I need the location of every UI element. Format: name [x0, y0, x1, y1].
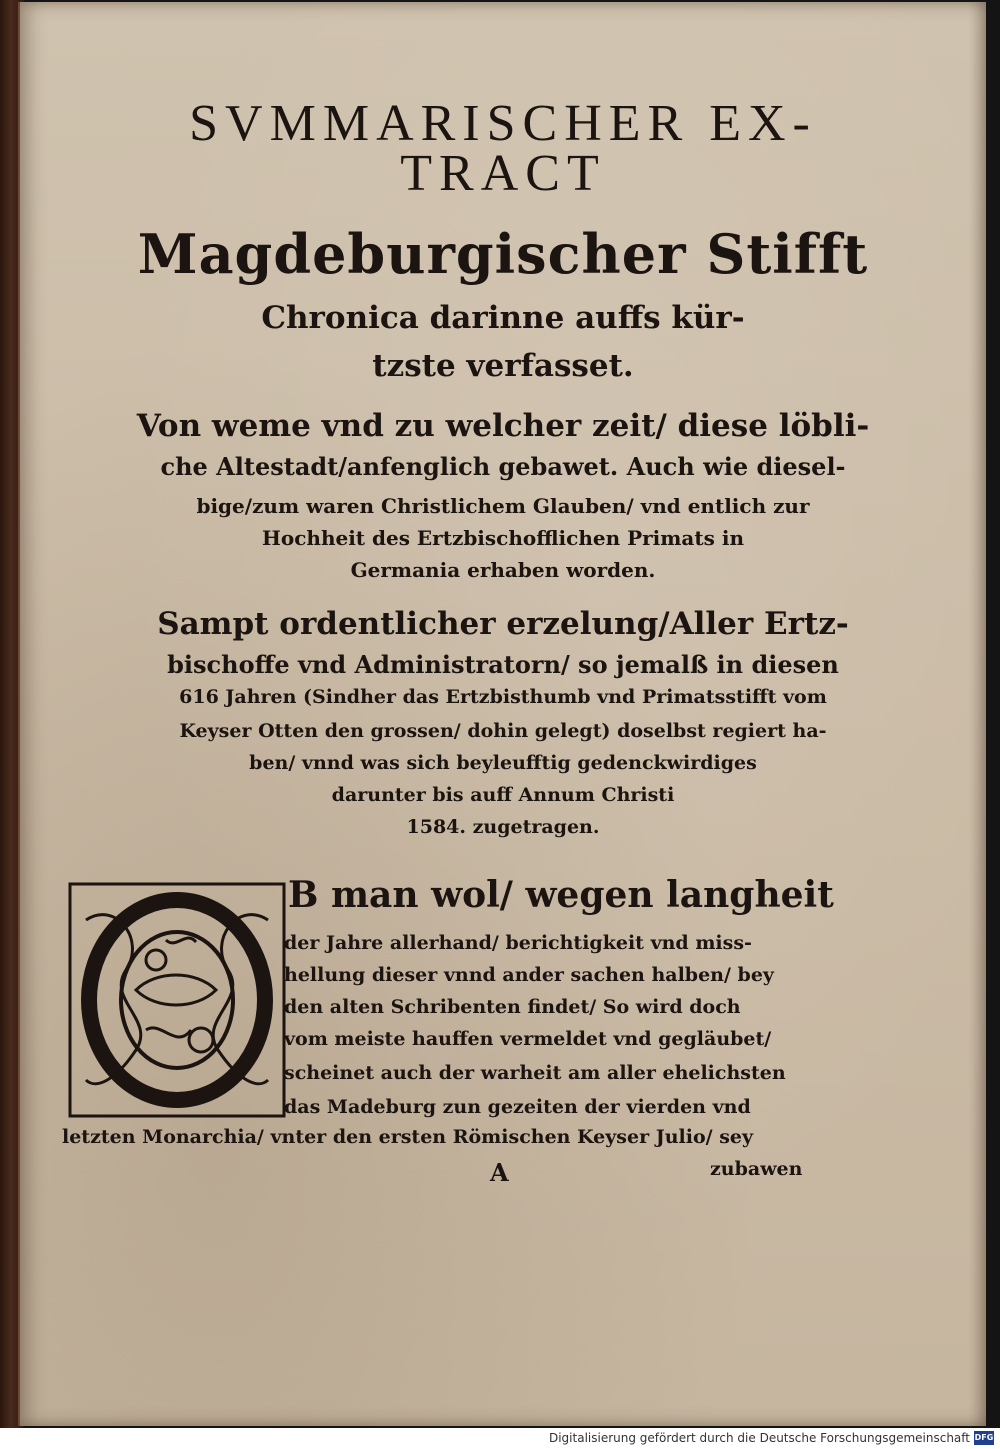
heading-line-1: Magdeburgischer Stifft: [137, 222, 869, 286]
body-line-5: vom meiste hauffen vermeldet vnd gegläubet/: [284, 1028, 772, 1050]
intro-line-4: Hochheit des Ertzbischofflichen Primats in: [261, 526, 744, 550]
sampt-line-3: 616 Jahren (Sindher das Ertzbisthumb vnd Primatsstifft vom: [179, 686, 827, 708]
catchword: zubawen: [710, 1158, 803, 1180]
intro-line-5: Germania erhaben worden.: [350, 558, 656, 582]
body-line-8: letzten Monarchia/ vnter den ersten Römischen Keyser Julio/ sey: [62, 1126, 754, 1148]
book-page: [18, 2, 986, 1426]
footer-credit-text: Digitalisierung gefördert durch die Deutsche Forschungsgemeinschaft: [548, 1431, 970, 1445]
page-shadow: [968, 2, 986, 1426]
sampt-line-1: Sampt ordentlicher erzelung/Aller Ertz-: [157, 606, 849, 642]
intro-line-1: Von weme vnd zu welcher zeit/ diese löbli-: [136, 408, 870, 444]
body-line-3: hellung dieser vnnd ander sachen halben/ bey: [284, 964, 774, 986]
intro-line-3: bige/zum waren Christlichem Glauben/ vnd entlich zur: [196, 494, 810, 518]
body-line-6: scheinet auch der warheit am aller ehelichsten: [284, 1062, 786, 1084]
dfg-logo-icon: DFG: [974, 1431, 994, 1445]
sampt-line-6: darunter bis auff Annum Christi: [331, 784, 675, 806]
heading-line-3: tzste verfasset.: [372, 348, 634, 384]
decorated-initial-o-icon: [66, 880, 288, 1120]
sampt-line-7: 1584. zugetragen.: [406, 816, 600, 838]
title-line-2: TRACT: [400, 145, 606, 202]
sampt-line-4: Keyser Otten den grossen/ dohin gelegt) doselbst regiert ha-: [179, 720, 827, 742]
body-line-1: B man wol/ wegen langheit: [288, 874, 834, 916]
body-line-2: der Jahre allerhand/ berichtigkeit vnd miss-: [284, 932, 752, 954]
intro-line-2: che Altestadt/anfenglich gebawet. Auch wie diesel-: [160, 452, 846, 481]
sampt-line-2: bischoffe vnd Administratorn/ so jemalß in diesen: [167, 650, 839, 679]
sampt-line-5: ben/ vnnd was sich beyleufftig gedenckwirdiges: [249, 752, 757, 774]
signature-mark: A: [490, 1158, 509, 1187]
title-line-1: SVMMARISCHER EX-: [189, 95, 817, 152]
footer-bar: [0, 1428, 1000, 1449]
body-line-7: das Madeburg zun gezeiten der vierden vnd: [284, 1096, 751, 1118]
body-line-4: den alten Schribenten findet/ So wird doch: [284, 996, 741, 1018]
heading-line-2: Chronica darinne auffs kür-: [261, 300, 745, 336]
